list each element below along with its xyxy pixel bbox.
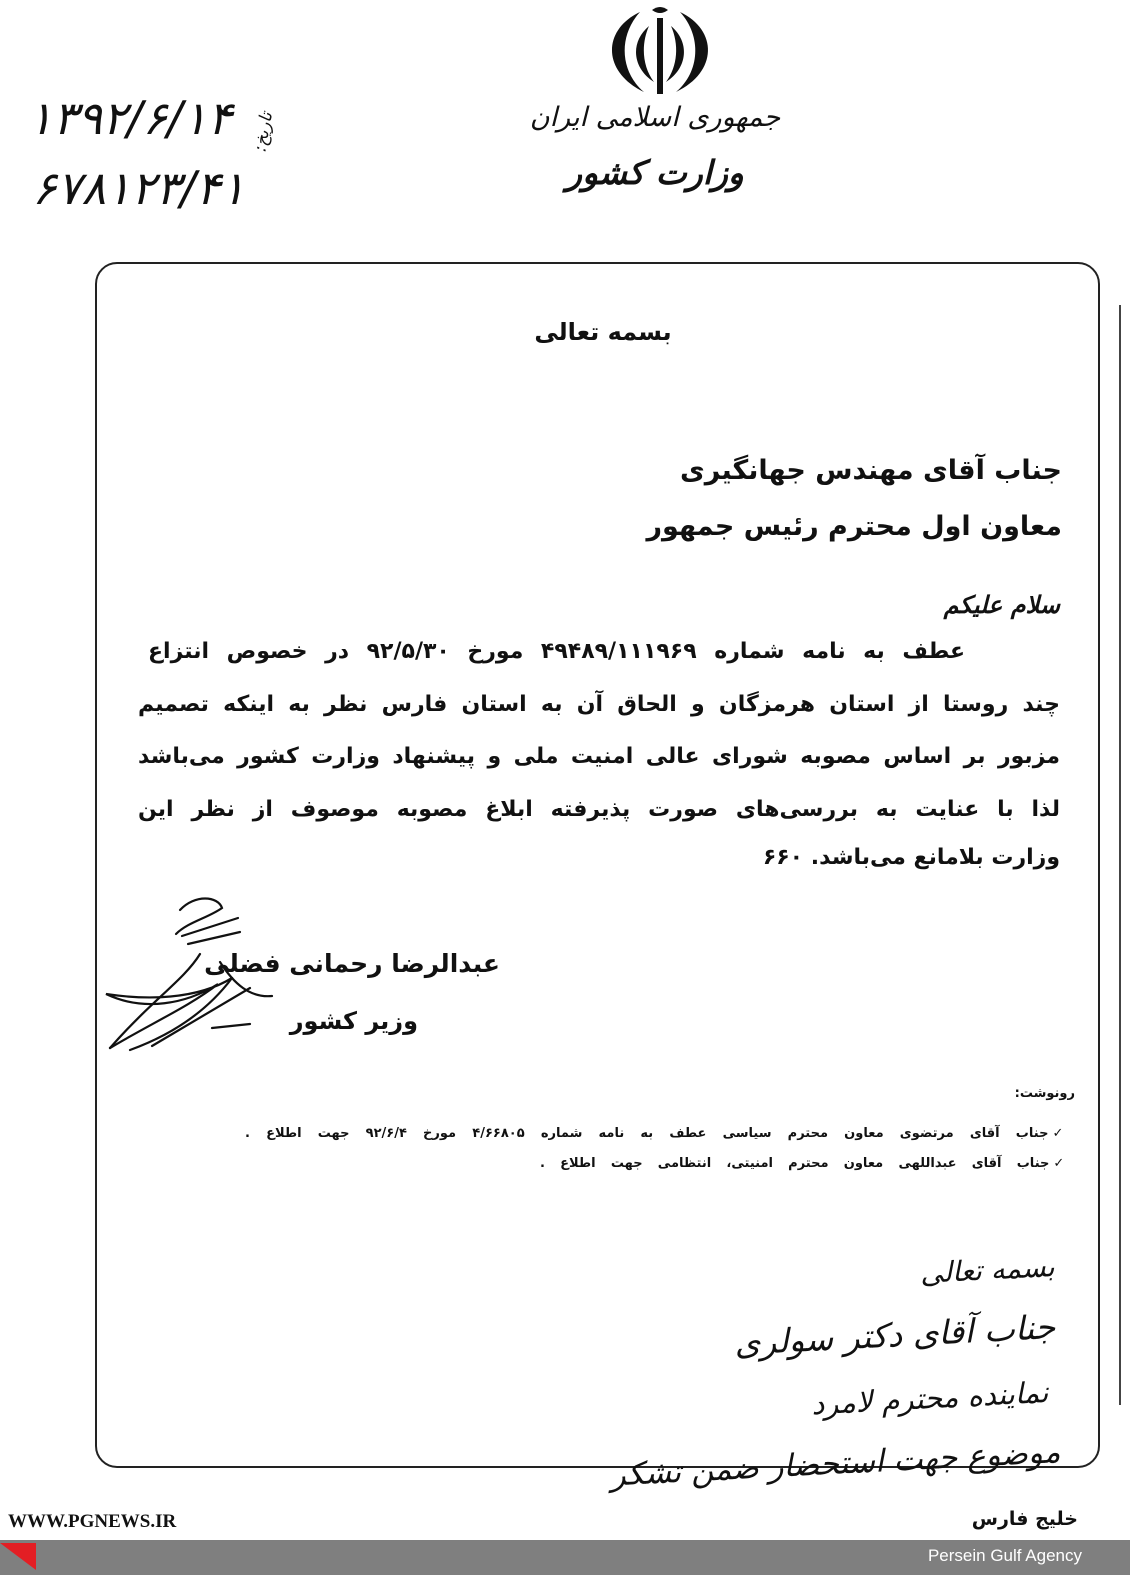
footer-accent-triangle	[0, 1540, 40, 1575]
handwritten-note-line: موضوع جهت استحضار ضمن تشکر	[609, 1434, 1061, 1494]
letterhead-country: جمهوری اسلامی ایران	[529, 102, 781, 133]
cc-item-text: جناب آقای مرتضوی معاون محترم سیاسی عطف به نامه شماره ۴/۶۶۸۰۵ مورخ ۹۲/۶/۴ جهت اطلاع .	[245, 1126, 1049, 1141]
iran-emblem-icon	[598, 2, 722, 96]
signatory-name: عبدالرضا رحمانی فضلی	[204, 949, 500, 978]
footer-site-url: WWW.PGNEWS.IR	[8, 1511, 177, 1532]
checkmark-icon	[1049, 1156, 1075, 1171]
signatory-title: وزیر کشور	[289, 1007, 418, 1035]
checkmark-icon	[1048, 1126, 1075, 1141]
reference-number: ۶۷۸۱۲۳/۴۱	[32, 161, 246, 215]
footer-brand-english: Persein Gulf Agency	[927, 1546, 1082, 1565]
cc-item-text: جناب آقای عبداللهی معاون محترم امنیتی، انتظامی جهت اطلاع .	[540, 1156, 1050, 1171]
body-line: لذا با عنایت به بررسی‌های صورت پذیرفته ابلاغ مصوبه موصوف از نظر این	[138, 797, 1060, 822]
reference-date: ۱۳۹۲/۶/۱۴	[28, 91, 232, 145]
invocation: بسمه تعالی	[534, 318, 672, 346]
cc-label: رونوشت:	[1014, 1086, 1075, 1101]
scan-edge-line	[1119, 305, 1121, 1405]
handwritten-note-line: جناب آقای دکتر سولری	[733, 1307, 1056, 1363]
footer-brand-persian: خلیج فارس	[971, 1508, 1078, 1530]
handwritten-note-line: نماینده محترم لامرد	[810, 1375, 1049, 1422]
body-line: عطف به نامه شماره ۴۹۴۸۹/۱۱۱۹۶۹ مورخ ۹۲/۵/۳۰ در خصوص انتزاع	[148, 639, 965, 664]
recipient-title: معاون اول محترم رئیس جمهور	[646, 511, 1062, 542]
cc-item	[540, 1152, 1075, 1176]
cc-item	[245, 1122, 1075, 1146]
reference-date-label: تاریخ:	[250, 110, 278, 154]
letterhead-ministry: وزارت کشور	[566, 153, 744, 192]
greeting: سلام علیکم	[943, 591, 1060, 619]
handwritten-note-line: بسمه تعالی	[919, 1250, 1056, 1291]
recipient-name: جناب آقای مهندس جهانگیری	[679, 455, 1062, 486]
body-line: مزبور بر اساس مصوبه شورای عالی امنیت ملی و پیشنهاد وزارت کشور می‌باشد	[138, 744, 1060, 769]
body-line: وزارت بلامانع می‌باشد. ۶۶۰	[762, 845, 1060, 870]
body-line: چند روستا از استان هرمزگان و الحاق آن به استان فارس نظر به اینکه تصمیم	[138, 692, 1060, 717]
